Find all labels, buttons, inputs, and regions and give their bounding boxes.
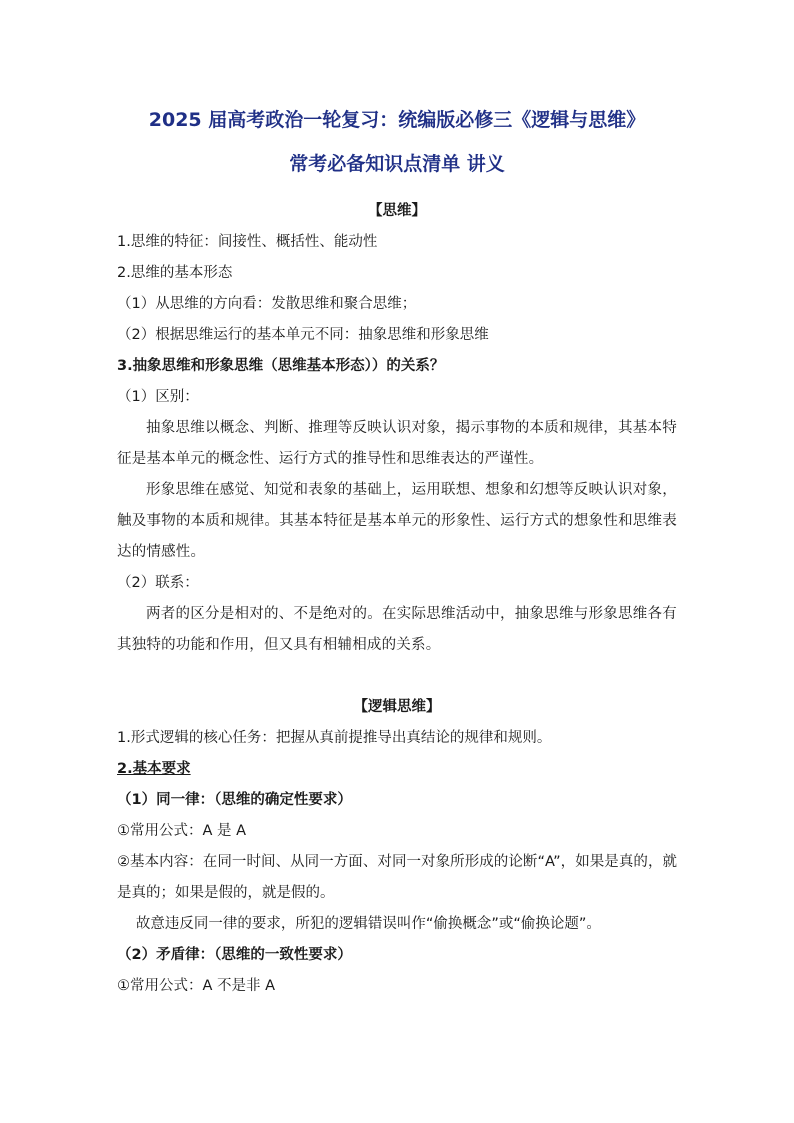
section-heading-logic: 【逻辑思维】: [353, 699, 441, 715]
thinking-item-1: 1.思维的特征：间接性、概括性、能动性: [117, 234, 378, 250]
identity-law-content: ②基本内容：在同一时间、从同一方面、对同一对象所形成的论断“A”，如果是真的，就是真的；如果是假的，就是假的。: [117, 854, 677, 901]
identity-law-heading: （1）同一律：（思维的确定性要求）: [117, 792, 352, 808]
abstract-thinking-paragraph: 抽象思维以概念、判断、推理等反映认识对象，揭示事物的本质和规律，其基本特征是基本单元的概念性、运行方式的推导性和思维表达的严谨性。: [117, 420, 677, 467]
document-title-line1: 2025 届高考政治一轮复习：统编版必修三《逻辑与思维》: [148, 109, 646, 131]
relation-paragraph: 两者的区分是相对的、不是绝对的。在实际思维活动中，抽象思维与形象思维各有其独特的功能和作用，但又具有相辅相成的关系。: [117, 606, 677, 653]
logic-item-2: 2.基本要求: [117, 761, 191, 777]
section-heading-thinking: 【思维】: [368, 203, 426, 219]
identity-law-formula: ①常用公式：A 是 A: [117, 823, 247, 839]
thinking-item-3-sub-2: （2）联系：: [117, 575, 199, 591]
thinking-item-2-sub-1: （1）从思维的方向看：发散思维和聚合思维；: [117, 296, 417, 312]
document-page: [117, 98, 677, 1002]
contradiction-law-heading: （2）矛盾律：（思维的一致性要求）: [117, 947, 352, 963]
image-thinking-paragraph: 形象思维在感觉、知觉和表象的基础上，运用联想、想象和幻想等反映认识对象，触及事物的本质和规律。其基本特征是基本单元的形象性、运行方式的想象性和思维表达的情感性。: [117, 482, 677, 560]
identity-law-note: 故意违反同一律的要求，所犯的逻辑错误叫作“偷换概念”或“偷换论题”。: [135, 916, 601, 932]
thinking-item-2-sub-2: （2）根据思维运行的基本单元不同：抽象思维和形象思维: [117, 327, 489, 343]
logic-item-1: 1.形式逻辑的核心任务：把握从真前提推导出真结论的规律和规则。: [117, 730, 552, 746]
thinking-item-3-sub-1: （1）区别：: [117, 389, 199, 405]
thinking-item-3: 3.抽象思维和形象思维（思维基本形态））的关系？: [117, 358, 445, 374]
document-title-line2: 常考必备知识点清单 讲义: [289, 153, 505, 175]
thinking-item-2: 2.思维的基本形态: [117, 265, 233, 281]
contradiction-law-formula: ①常用公式：A 不是非 A: [117, 978, 276, 994]
